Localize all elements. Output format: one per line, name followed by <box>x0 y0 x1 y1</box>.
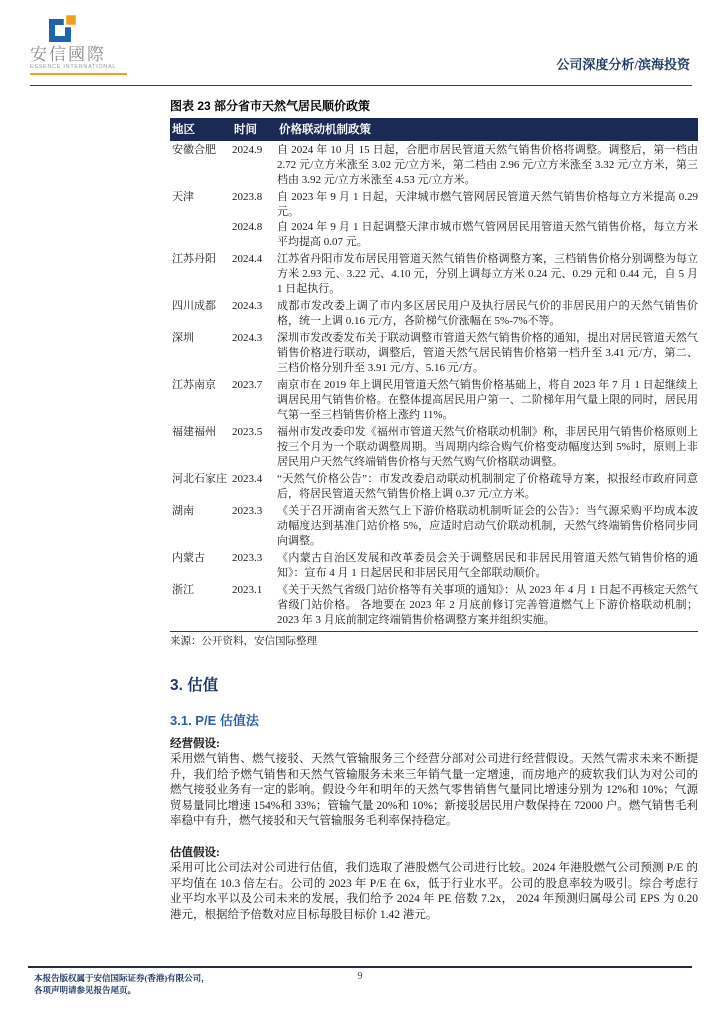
entry-time: 2023.4 <box>232 473 263 485</box>
entries <box>232 143 698 188</box>
entry-time: 2024.3 <box>232 300 263 312</box>
column-header-policy: 价格联动机制政策 <box>279 124 371 136</box>
subsection-heading-pe-method: 3.1. P/E 估值法 <box>170 713 259 728</box>
table-header-row <box>170 118 698 141</box>
region-cell: 湖南 <box>172 505 194 517</box>
entry-time: 2023.3 <box>232 505 263 517</box>
report-type-label: 公司深度分析/滨海投资 <box>556 57 690 72</box>
page-body <box>170 97 698 923</box>
policy-entry <box>232 583 698 628</box>
operating-assumptions-text: 采用燃气销售、燃气接驳、天然气管输服务三个经营分部对公司进行经营假设。天然气需求未来不断提升，我们给予燃气销售和天然气管输服务未来三年销气量一定增速，而房地产的疲软我们认为对公司的燃气接驳业务有一定的影响。假设今年和明年的天然气零售销售气量同比增速分别为 12%和 10%；气源贸易量同比增速 154%和 33%；管输气量 20%和 10%；新接驳居民用户数保持在 72000 户。燃气销售毛利率稳中有升，燃气接驳和天气管输服务毛利率保持稳定。 <box>170 753 698 828</box>
table-row <box>170 297 698 329</box>
entries <box>232 299 698 329</box>
entries <box>232 551 698 581</box>
entry-time: 2023.1 <box>232 584 263 596</box>
table-row <box>170 423 698 470</box>
entry-text: 成都市发改委上调了市内多区居民用户及执行居民气价的非居民用户的天然气销售价格，统一上调 0.16 元/方，各阶梯气价涨幅在 5%-7%不等。 <box>277 300 698 327</box>
entry-text: 福州市发改委印发《福州市管道天然气价格联动机制》称，非居民用气销售价格原则上按三个月为一个联动调整周期。当周期内综合购气价格变动幅度达到 5%时，原则上非居民用户天然气终端销售价格与天然气购气价格联动调整。 <box>277 426 698 468</box>
logo-company-name: 安信國際 <box>30 45 106 64</box>
policy-entry <box>232 143 698 188</box>
footer-divider <box>28 966 692 968</box>
entry-time: 2023.5 <box>232 426 263 438</box>
region-cell: 深圳 <box>172 332 194 344</box>
valuation-assumptions-text: 采用可比公司法对公司进行估值，我们选取了港股燃气公司进行比较。2024 年港股燃气公司预测 P/E 的平均值在 10.3 倍左右。公司的 2023 年 P/E 在 6x，低于行业水平。公司的股息率较为吸引。综合考虑行业平均水平以及公司未来的发展，我们给予 2024 年 PE 倍数 7.2x， 2024 年预测归属母公司 EPS 为 0.20 港元，根据给予倍数对应目标每股目标价 1.42 港元。 <box>170 861 698 921</box>
table-row <box>170 549 698 581</box>
page-number: 9 <box>357 971 363 982</box>
entry-time: 2024.8 <box>232 221 263 233</box>
region-cell: 安徽合肥 <box>172 144 216 156</box>
region-cell: 内蒙古 <box>172 552 205 564</box>
region-cell: 河北石家庄 <box>172 473 227 485</box>
region-cell: 江苏丹阳 <box>172 253 216 265</box>
entry-text: 自 2024 年 9 月 1 日起调整天津市城市燃气管网居民用管道天然气销售价格，每立方米平均提高 0.07 元。 <box>277 221 698 248</box>
entries <box>232 378 698 423</box>
entry-time: 2023.3 <box>232 552 263 564</box>
policy-entry <box>232 378 698 423</box>
policy-entry <box>232 472 698 502</box>
logo-underline <box>30 73 127 75</box>
table-row <box>170 376 698 423</box>
entries <box>232 425 698 470</box>
policy-entry <box>232 331 698 376</box>
table-source-note: 来源：公开资料，安信国际整理 <box>170 636 317 647</box>
entry-text: 自 2024 年 10 月 15 日起，合肥市居民管道天然气销售价格将调整。调整后，第一档由 2.72 元/立方米涨至 3.02 元/立方米，第二档由 2.96 元/立方米涨至 3.32 元/立方米，第三档由 3.92 元/立方米涨至 4.53 元/立方米。 <box>277 144 698 186</box>
region-cell: 四川成都 <box>172 300 216 312</box>
entry-time: 2023.7 <box>232 379 263 391</box>
section-heading-valuation: 3. 估值 <box>170 677 219 694</box>
policy-entry <box>232 425 698 470</box>
entry-time: 2024.9 <box>232 144 263 156</box>
entry-text: 江苏省丹阳市发布居民用管道天然气销售价格调整方案，三档销售价格分别调整为每立方米 2.93 元、3.22 元、4.10 元，分别上调每立方米 0.24 元、0.29 元和 0.44 元，自 5 月 1 日起执行。 <box>277 253 698 295</box>
valuation-assumptions-title: 估值假设: <box>170 846 220 859</box>
figure-title: 图表 23 部分省市天然气居民顺价政策 <box>170 99 371 113</box>
table-row <box>170 188 698 250</box>
entries <box>232 472 698 502</box>
policy-entry <box>232 220 698 250</box>
column-header-region: 地区 <box>172 124 195 136</box>
entries <box>232 252 698 297</box>
entry-time: 2024.3 <box>232 332 263 344</box>
entry-text: 南京市在 2019 年上调民用管道天然气销售价格基础上，将自 2023 年 7 月 1 日起继续上调居民用气销售价格。在整体提高居民用户第一、二阶梯年用气量上限的同时，居民用气第一至三档销售价格上涨约 11%。 <box>277 379 698 421</box>
header-divider <box>30 85 692 86</box>
table-row <box>170 141 698 188</box>
operating-assumptions-title: 经营假设: <box>170 738 220 750</box>
policy-entry <box>232 504 698 549</box>
table-row <box>170 502 698 549</box>
region-cell: 江苏南京 <box>172 379 216 391</box>
region-cell: 天津 <box>172 191 194 203</box>
footer-copyright-line2: 各项声明请参见报告尾页。 <box>34 985 137 995</box>
company-logo <box>30 12 140 75</box>
region-cell: 福建福州 <box>172 426 216 438</box>
entry-time: 2023.8 <box>232 191 263 203</box>
entry-text: 《内蒙古自治区发展和改革委员会关于调整居民和非居民用管道天然气销售价格的通知》：宣布 4 月 1 日起居民和非居民用气全部联动顺价。 <box>277 552 698 579</box>
table-row <box>170 250 698 297</box>
entry-time: 2024.4 <box>232 253 263 265</box>
entries <box>232 583 698 628</box>
policy-entry <box>232 252 698 297</box>
policy-entry <box>232 190 698 220</box>
policy-entry <box>232 551 698 581</box>
entry-text: 深圳市发改委发布关于联动调整市管道天然气销售价格的通知，提出对居民管道天然气销售价格进行联动，调整后，管道天然气居民销售价格第一档升至 3.41 元/方，第二、三档价格分别升至 3.91 元/方、5.16 元/方。 <box>277 332 698 374</box>
policy-table-body <box>170 141 698 632</box>
entries <box>232 504 698 549</box>
entry-text: 《关于召开湖南省天然气上下游价格联动机制听证会的公告》：当气源采购平均成本波动幅度达到基准门站价格 5%，应适时启动气价联动机制，天然气终端销售价格同步同向调整。 <box>277 505 698 547</box>
policy-entry <box>232 299 698 329</box>
entry-text: 自 2023 年 9 月 1 日起，天津城市燃气管网居民管道天然气销售价格每立方米提高 0.29 元。 <box>277 191 698 218</box>
entry-text: “天然气价格公告”：市发改委启动联动机制制定了价格疏导方案，拟报经市政府同意后，将居民管道天然气销售价格上调 0.37 元/立方米。 <box>277 473 698 500</box>
table-row <box>170 329 698 376</box>
entry-text: 《关于天然气省级门站价格等有关事项的通知》：从 2023 年 4 月 1 日起不再核定天然气省级门站价格。 各地要在 2023 年 2 月底前修订完善管道燃气上下游价格联动机制；2023 年 3 月底前制定终端销售价格调整方案并组织实施。 <box>277 584 698 626</box>
region-cell: 浙江 <box>172 584 194 596</box>
table-row <box>170 470 698 502</box>
table-row <box>170 581 698 628</box>
column-header-time: 时间 <box>234 124 257 136</box>
essence-logo-icon <box>30 12 140 44</box>
logo-company-name-en: ESSENCE INTERNATIONAL <box>30 64 117 70</box>
entries <box>232 190 698 250</box>
entries <box>232 331 698 376</box>
footer-copyright-line1: 本报告版权属于安信国际证券(香港)有限公司， <box>34 973 210 983</box>
